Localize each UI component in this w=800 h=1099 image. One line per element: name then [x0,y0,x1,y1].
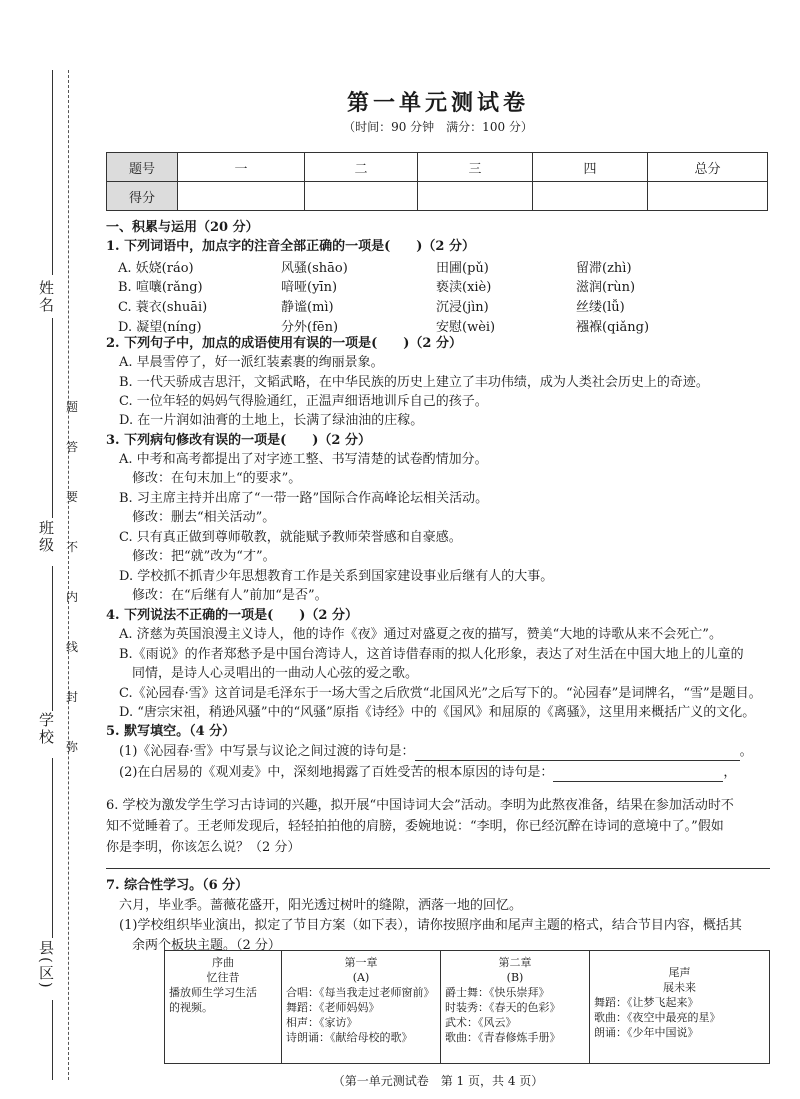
question-7-line: 余两个板块主题。（2 分） [106,938,281,953]
score-cell[interactable] [178,182,305,211]
question-line [106,508,275,527]
score-cell[interactable] [418,182,533,211]
line-text: D. “唐宗宋祖，稍逊风骚”中的“风骚”原指《诗经》中的《国风》和屈原的《离骚》，这里用来概括广义的文化。 [106,705,756,720]
question-line [106,625,722,644]
question-line [106,450,488,469]
choice-option[interactable]: 襁褓(qiǎng) [576,320,650,335]
program-item: 爵士舞：《快乐崇拜》 [445,986,550,999]
choice-option[interactable]: 风骚(shāo) [281,261,348,276]
line-text: A. 济慈为英国浪漫主义诗人，他的诗作《夜》通过对盛夏之夜的描写，赞美“大地的诗歌从来不会死亡”。 [106,627,722,642]
question-line [106,645,744,664]
seal-dashed-line [68,70,69,1080]
question-7-line: 六月，毕业季。蔷薇花盛开，阳光透过树叶的缝隙，洒落一地的回忆。 [106,898,523,913]
seal-char: 答 [66,440,79,454]
line-text: B. 一代天骄成吉思汗，文韬武略，在中华民族的历史上建立了丰功伟绩，成为人类社会历史上的奇迹。 [106,375,709,390]
question-line [106,489,488,508]
choice-option[interactable]: D. 凝望(níng) [118,320,202,335]
choice-option[interactable]: 丝缕(lǚ) [576,300,625,315]
choice-option[interactable]: 滋润(rùn) [576,280,636,295]
line-end-punct: ， [723,765,737,780]
line-text: 一、积累与运用（20 分） [106,220,259,235]
question-line [106,586,328,605]
page-footer: （第一单元测试卷 第 1 页，共 4 页） [332,1074,544,1088]
question-line [106,373,709,392]
choice-option[interactable]: 亵渎(xiè) [436,280,492,295]
line-text: C. 一位年轻的妈妈气得脸通红，正温声细语地训斥自己的孩子。 [106,394,488,409]
line-text: A. 早晨雪停了，好一派红装素裹的绚丽景象。 [106,355,384,370]
score-row-label: 得分 [107,182,178,211]
line-text: D. 学校抓不抓青少年思想教育工作是关系到国家建设事业后继有人的大事。 [106,569,554,584]
program-item: 朗诵：《少年中国说》 [594,1026,699,1039]
choice-option[interactable]: A. 妖娆(ráo) [118,261,194,276]
program-item: 歌曲：《青春修炼手册》 [445,1031,561,1044]
line-text: 2. 下列句子中，加点的成语使用有误的一项是( )（2 分） [106,336,462,351]
score-header-cell: 四 [533,153,648,182]
line-text: 修改：删去“相关活动”。 [106,510,276,525]
question-heading [106,722,235,741]
choice-option[interactable]: C. 蓑衣(shuāi) [118,300,208,315]
line-text: B. 习主席主持并出席了“一带一路”国际合作高峰论坛相关活动。 [106,491,489,506]
line-text: 修改：把“就”改为“才”。 [106,549,276,564]
line-end-punct: 。 [739,744,753,759]
choice-option[interactable]: 留滞(zhì) [576,261,632,276]
line-text: (2)在白居易的《观刈麦》中，深刻地揭露了百姓受苦的根本原因的诗句是： [106,765,554,780]
program-item: 时装秀：《春天的色彩》 [445,1001,561,1014]
score-cell[interactable] [305,182,418,211]
overture-content: 播放师生学习生活 [169,986,257,999]
name-line [52,70,53,275]
school-label: 学校 [37,712,55,746]
score-header-cell: 总分 [648,153,768,182]
choice-option[interactable]: 分外(fēn) [281,320,339,335]
question-6-line: 知不觉睡着了。王老师发现后，轻轻拍拍他的肩膀，委婉地说：“李明，你已经沉醉在诗词的意境中了。”假如 [106,819,724,834]
question-7-line: 7. 综合性学习。（6 分） [106,878,249,893]
question-6-line: 6. 学校为激发学生学习古诗词的兴趣，拟开展“中国诗词大会”活动。李明为此熬夜准备，结果在参加活动时不 [106,798,734,813]
question-line [106,567,553,586]
score-header-cell: 二 [305,153,418,182]
school-line [52,566,53,711]
question-line [106,742,753,761]
program-item: 舞蹈：《让梦飞起来》 [594,996,699,1009]
choice-option[interactable]: 静谧(mì) [281,300,334,315]
overture-name: 序曲 [212,956,234,969]
line-text: C. 只有真正做到尊师敬教，就能赋予教师荣誉感和自豪感。 [106,530,462,545]
line-text: 5. 默写填空。（4 分） [106,724,236,739]
answer-line-q6[interactable] [106,868,770,869]
program-item: 合唱：《每当我走过老师窗前》 [286,986,435,999]
question-line [106,684,762,703]
seal-char: 内 [66,590,79,604]
choice-option[interactable]: 安慰(wèi) [436,320,496,335]
page-subtitle: （时间：90 分钟 满分：100 分） [343,120,533,134]
program-item: 舞蹈：《老师妈妈》 [286,1001,380,1014]
chapter1-theme-blank: (A) [352,971,370,984]
line-text: C.《沁园春·雪》这首词是毛泽东于一场大雪之后欣赏“北国风光”之后写下的。“沁园春”是词牌名，“雪”是题目。 [106,686,762,701]
seal-char: 不 [66,540,79,554]
line-text: A. 中考和高考都提出了对字迹工整、书写清楚的试卷酌情加分。 [106,452,488,467]
seal-char: 题 [66,400,79,414]
question-line [106,469,301,488]
seal-char: 弥 [66,740,79,754]
program-item: 歌曲：《夜空中最亮的星》 [594,1011,721,1024]
choice-option[interactable]: 喑哑(yīn) [281,280,338,295]
program-item: 武术：《风云》 [445,1016,517,1029]
question-line [106,392,488,411]
line-text: 4. 下列说法不正确的一项是( )（2 分） [106,608,358,623]
choice-option[interactable]: 田圃(pǔ) [436,261,489,276]
county-line-bottom [52,1000,53,1080]
chapter2-name: 第二章 [498,956,532,969]
question-line [106,528,462,547]
program-table [164,950,770,1064]
question-line [106,664,418,683]
finale-theme: 展未来 [663,981,696,994]
question-heading [106,606,358,625]
line-text: D. 在一片润如油膏的土地上，长满了绿油油的庄稼。 [106,413,424,428]
chapter1-name: 第一章 [344,956,378,969]
line-text: 3. 下列病句修改有误的一项是( )（2 分） [106,433,371,448]
page-title: 第一单元测试卷 [346,90,529,116]
choice-option[interactable]: 沉浸(jìn) [436,300,489,315]
name-label: 姓名 [37,280,55,314]
answer-blank[interactable] [415,746,740,761]
question-heading [106,218,259,237]
score-header-cell: 题号 [107,153,178,182]
question-heading [106,431,371,450]
line-text: B.《雨说》的作者郑愁予是中国台湾诗人，这首诗借春雨的拟人化形象，表达了对生活在中国大地上的儿童的 [106,647,744,662]
line-text: 修改：在“后继有人”前加“是否”。 [106,588,328,603]
score-cell[interactable] [648,182,768,211]
county-label: 县(区) [37,940,55,990]
question-line [106,763,736,782]
line-text: (1)《沁园春·雪》中写景与议论之间过渡的诗句是： [106,744,415,759]
line-text: 修改：在句末加上“的要求”。 [106,471,302,486]
question-heading [106,334,462,353]
answer-blank[interactable] [553,767,723,782]
question-line [106,411,423,430]
line-text: 同情，是诗人心灵唱出的一曲动人心弦的爱之歌。 [106,666,419,681]
question-7-line: (1)学校组织毕业演出，拟定了节目方案（如下表），请你按照序曲和尾声主题的格式，结合节目内容，概括其 [106,918,742,933]
county-line [52,758,53,938]
score-header-cell: 一 [178,153,305,182]
choice-option[interactable]: B. 喧嚷(rǎng) [118,280,203,295]
question-line [106,547,276,566]
score-table [106,152,768,211]
seal-char: 封 [66,690,79,704]
score-cell[interactable] [533,182,648,211]
score-header-cell: 三 [418,153,533,182]
overture-theme: 忆往昔 [206,971,240,984]
question-heading [106,237,475,256]
class-label: 班级 [37,520,55,554]
line-text: 1. 下列词语中，加点字的注音全部正确的一项是( )（2 分） [106,239,475,254]
binding-margin [0,0,92,1099]
overture-content: 的视频。 [169,1001,213,1014]
question-line [106,703,755,722]
program-item: 相声：《家访》 [286,1016,358,1029]
seal-char: 要 [66,490,79,504]
chapter2-theme-blank: (B) [506,971,524,984]
finale-name: 尾声 [668,966,691,979]
seal-char: 线 [66,640,79,654]
class-line [52,318,53,518]
question-line [106,353,384,372]
question-6-line: 你是李明，你该怎么说？（2 分） [106,840,301,855]
program-item: 诗朗诵：《献给母校的歌》 [286,1031,413,1044]
